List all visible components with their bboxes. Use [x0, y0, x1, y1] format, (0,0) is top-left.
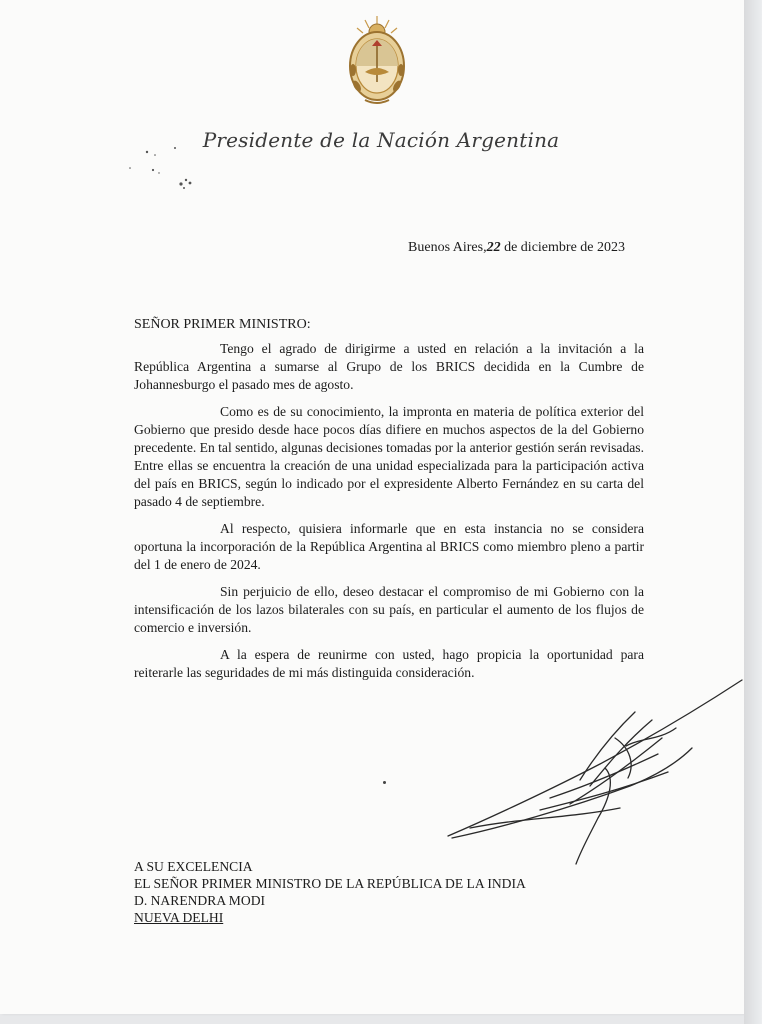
handwritten-signature: [430, 668, 750, 868]
addressee-block: [134, 858, 526, 926]
paragraph: Sin perjuicio de ello, deseo destacar el compromiso de mi Gobierno con la intensificación de los lazos bilaterales con su país, en particular el aumento de los flujos de comercio e inversión.: [134, 584, 644, 635]
scan-dot: [383, 781, 386, 784]
scan-specks: [125, 140, 205, 200]
letter-body: [134, 340, 644, 691]
salutation: SEÑOR PRIMER MINISTRO:: [134, 317, 311, 332]
addressee-line: A SU EXCELENCIA: [134, 859, 253, 874]
addressee-line: EL SEÑOR PRIMER MINISTRO DE LA REPÚBLICA DE LA INDIA: [134, 876, 526, 891]
paragraph: Como es de su conocimiento, la impronta en materia de política exterior del Gobierno que presido desde hace pocos días difiere en muchos aspectos de la del Gobierno precedente. En tal sentido, algunas decisiones tomadas por la anterior gestión serán revisadas. Entre ellas se encuentra la creación de una unidad especializada para la participación activa del país en BRICS, según lo indicado por el expresidente Alberto Fernández en su carta del pasado 4 de septiembre.: [134, 404, 644, 509]
paragraph: Al respecto, quisiera informarle que en esta instancia no se considera oportuna la incorporación de la República Argentina al BRICS como miembro pleno a partir del 1 de enero de 2024.: [134, 521, 644, 572]
addressee-city: NUEVA DELHI: [134, 910, 224, 925]
coat-of-arms-seal: [343, 12, 411, 108]
paragraph: A la espera de reunirme con usted, hago propicia la oportunidad para reiterarle las seguridades de mi más distinguida consideración.: [134, 647, 644, 680]
paragraph: Tengo el agrado de dirigirme a usted en relación a la invitación a la República Argentina a sumarse al Grupo de los BRICS decidida en la Cumbre de Johannesburgo el pasado mes de agosto.: [134, 341, 644, 392]
letter-date: [408, 240, 625, 256]
page-edge-shadow: [744, 0, 762, 1024]
addressee-line: D. NARENDRA MODI: [134, 893, 266, 908]
date-day-handwritten: 22: [486, 240, 501, 255]
date-place: Buenos Aires,: [408, 240, 487, 255]
letterhead-title: Presidente de la Nación Argentina: [202, 128, 560, 152]
date-rest: de diciembre de 2023: [504, 240, 625, 255]
